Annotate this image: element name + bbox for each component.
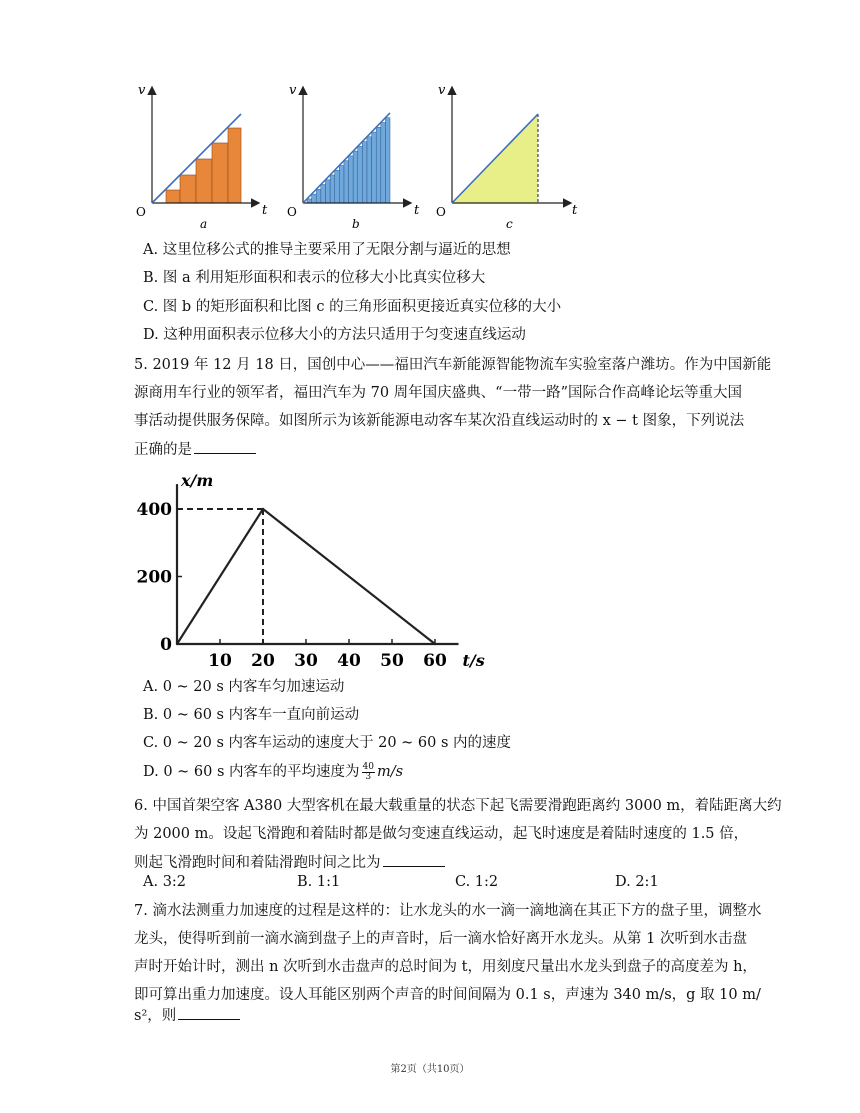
q7-answer-blank: [178, 1005, 240, 1020]
q4-option-c: C. 图 b 的矩形面积和比图 c 的三角形面积更接近真实位移的大小: [143, 299, 562, 315]
figure-b: [287, 83, 420, 231]
figure-b-bar: [349, 156, 354, 203]
q7-stem-line-1: 7. 滴水法测重力加速度的过程是这样的：让水龙头的水一滴一滴地滴在其正下方的盘子里，调整水: [134, 903, 762, 919]
vt-figures: [130, 78, 590, 231]
q7-stem-line-2: 龙头，使得听到前一滴水滴到盘子上的声音时，后一滴水恰好离开水龙头。从第 1 次听到水击盘: [134, 931, 747, 947]
x-tick-label: 50: [380, 651, 404, 671]
q6-stem-line-1: 6. 中国首架空客 A380 大型客机在最大载重量的状态下起飞需要滑跑距离约 3000 m，着陆距离大约: [134, 798, 782, 814]
q5-stem-line-2: 源商用车行业的领军者，福田汽车为 70 周年国庆盛典、“一带一路”国际合作高峰论坛等重大国: [134, 385, 742, 401]
q6-stem-line-2: 为 2000 m。设起飞滑跑和着陆时都是做匀变速直线运动，起飞时速度是着陆时速度的 1.5 倍，: [134, 826, 749, 842]
q5-option-d-fraction: [362, 763, 375, 782]
figure-b-bar: [330, 175, 335, 203]
y-axis-label: x/m: [181, 471, 214, 491]
q5-option-d: [143, 762, 403, 782]
q5-stem-line-4-text: 正确的是: [134, 442, 192, 458]
figure-b-bar: [376, 127, 381, 203]
x-tick-label: 20: [251, 651, 275, 671]
figure-c-axis-v: v: [438, 83, 446, 98]
figure-b-axis-t: t: [414, 203, 420, 218]
figure-b-bar: [312, 194, 317, 203]
figure-c: [436, 83, 578, 231]
figure-b-bar: [385, 118, 390, 203]
q5-option-d-unit: m/s: [376, 764, 404, 780]
q6-stem-line-3-text: 则起飞滑跑时间和着陆滑跑时间之比为: [134, 855, 381, 871]
figure-b-bar: [362, 142, 367, 203]
q7-stem-line-4: 即可算出重力加速度。设人耳能区别两个声音的时间间隔为 0.1 s，声速为 340 m/s，g 取 10 m/: [134, 987, 761, 1003]
figure-b-bar: [335, 170, 340, 203]
figure-a-label: a: [200, 217, 208, 231]
q6-option-b: B. 1:1: [297, 874, 341, 890]
q6-option-c: C. 1:2: [455, 874, 499, 890]
fraction-numerator: 40: [362, 761, 374, 772]
x-axis-label: t/s: [462, 651, 485, 670]
data-point: [176, 643, 178, 645]
q5-stem-line-1: 5. 2019 年 12 月 18 日，国创中心——福田汽车新能源智能物流车实验室落户潍坊。作为中国新能: [134, 357, 772, 373]
figure-b-bar: [344, 161, 349, 203]
figure-b-bar: [316, 189, 321, 203]
q4-option-d: D. 这种用面积表示位移大小的方法只适用于匀变速直线运动: [143, 327, 526, 343]
figure-b-bar: [381, 123, 386, 204]
q5-stem-line-3: 事活动提供服务保障。如图所示为该新能源电动客车某次沿直线运动时的 x − t 图象，下列说法: [134, 413, 745, 429]
figure-b-label: b: [352, 217, 360, 231]
q4-option-a: A. 这里位移公式的推导主要采用了无限分割与逼近的思想: [143, 242, 511, 258]
figure-a-axis-t: t: [262, 203, 268, 218]
q5-option-a: A. 0 ~ 20 s 内客车匀加速运动: [143, 679, 345, 695]
figure-b-bar: [372, 132, 377, 203]
y-tick-label: 0: [160, 635, 172, 655]
y-tick-label: 400: [136, 500, 172, 520]
q6-answer-blank: [383, 852, 445, 867]
xt-chart: [136, 462, 490, 672]
figure-a-origin: O: [136, 205, 146, 219]
y-tick-label: 200: [136, 567, 172, 588]
q6-stem-line-3: [134, 852, 445, 873]
figure-a: [136, 83, 268, 231]
q5-answer-blank: [194, 439, 256, 454]
q6-option-d: D. 2:1: [615, 874, 659, 890]
x-tick-label: 60: [423, 651, 447, 671]
figure-b-bar: [321, 185, 326, 204]
q5-option-b: B. 0 ~ 60 s 内客车一直向前运动: [143, 707, 360, 723]
q6-option-a: A. 3:2: [143, 874, 187, 890]
q7-stem-line-5-text: s²，则: [134, 1008, 177, 1024]
series-segment: [263, 509, 435, 644]
x-tick-label: 30: [294, 651, 318, 671]
figure-b-bar: [339, 166, 344, 204]
figure-b-bar: [358, 146, 363, 203]
data-point: [434, 643, 436, 645]
q5-option-d-prefix: D. 0 ~ 60 s 内客车的平均速度为: [143, 764, 360, 780]
fraction-denominator: 3: [365, 771, 372, 782]
figure-b-bar: [307, 199, 312, 203]
figure-a-axis-v: v: [138, 83, 146, 98]
q7-stem-line-3: 声时开始计时，测出 n 次听到水击盘声的总时间为 t，用刻度尺量出水龙头到盘子的高度差为 h，: [134, 959, 757, 975]
figure-b-bar: [325, 180, 330, 203]
x-tick-label: 40: [337, 651, 361, 671]
figure-b-origin: O: [287, 205, 297, 219]
figure-b-bar: [367, 137, 372, 203]
q5-option-c: C. 0 ~ 20 s 内客车运动的速度大于 20 ~ 60 s 内的速度: [143, 735, 512, 751]
x-tick-label: 10: [208, 651, 232, 671]
q5-stem-line-4: [134, 439, 256, 460]
data-point: [262, 508, 264, 510]
page-footer: 第2页（共10页）: [390, 1064, 470, 1075]
figure-b-bar: [353, 151, 358, 203]
figure-b-axis-v: v: [289, 83, 297, 98]
figure-c-axis-t: t: [572, 203, 578, 218]
figure-c-origin: O: [436, 205, 446, 219]
q7-stem-line-5: [134, 1005, 240, 1026]
q4-option-b: B. 图 a 利用矩形面积和表示的位移大小比真实位移大: [143, 270, 486, 286]
figure-c-label: c: [506, 217, 513, 231]
series-segment: [177, 509, 263, 644]
